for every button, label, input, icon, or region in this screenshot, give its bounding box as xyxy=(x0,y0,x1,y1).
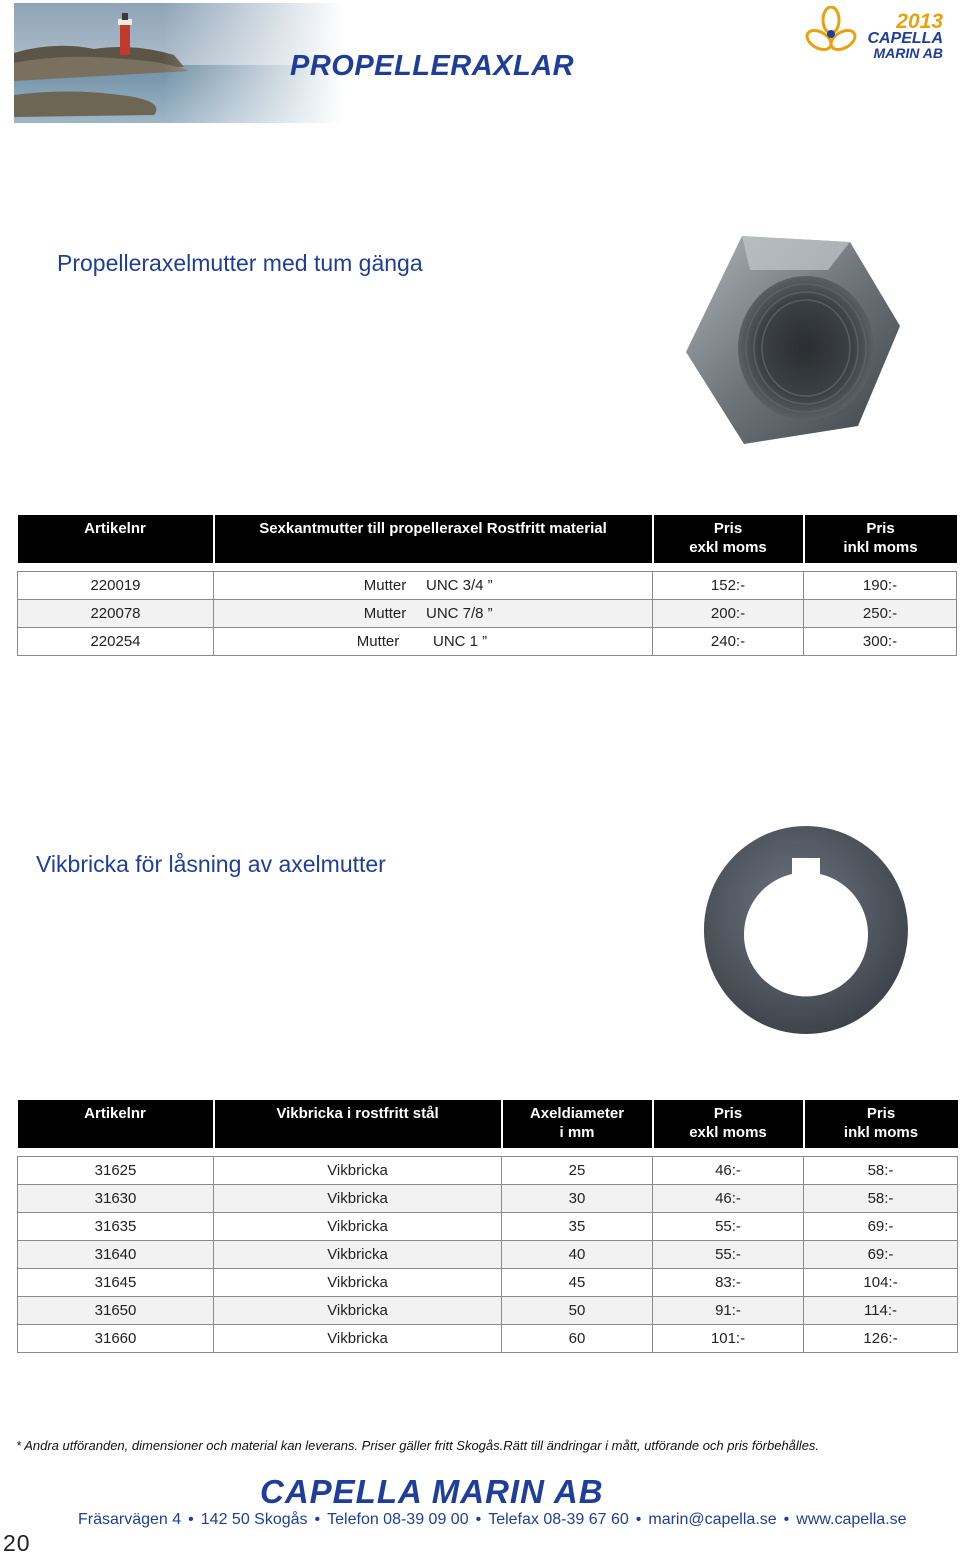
section-title-washer: Vikbricka för låsning av axelmutter xyxy=(36,851,386,877)
header-description: Vikbricka i rostfritt stål xyxy=(214,1100,502,1148)
cell-price-exkl: 200:- xyxy=(653,600,804,628)
table-row xyxy=(18,1241,958,1269)
header-axle-diameter: Axeldiameter i mm xyxy=(502,1100,653,1148)
cell-artnr: 220254 xyxy=(18,628,214,656)
cell-description: Vikbricka xyxy=(214,1185,502,1213)
hex-nut-image xyxy=(678,230,906,456)
cell-description: Vikbricka xyxy=(214,1241,502,1269)
cell-type: Mutter xyxy=(363,605,407,622)
logo-subname: MARIN AB xyxy=(873,45,943,61)
table-row xyxy=(18,1297,958,1325)
cell-price-exkl: 46:- xyxy=(653,1157,804,1185)
cell-size: UNC 7/8 ” xyxy=(426,605,493,622)
cell-axle-diameter: 50 xyxy=(502,1297,653,1325)
table-row xyxy=(18,1325,958,1353)
cell-size: UNC 3/4 ” xyxy=(426,577,493,594)
cell-price-inkl: 104:- xyxy=(804,1269,958,1297)
cell-artnr: 220019 xyxy=(18,572,214,600)
header-artikelnr: Artikelnr xyxy=(18,1100,214,1148)
header-description: Sexkantmutter till propelleraxel Rostfritt material xyxy=(214,515,653,563)
disclaimer-text: * Andra utföranden, dimensioner och material kan leverans. Priser gäller fritt Skogås.Rätt till ändringar i mått, utförande och pris förbehålles. xyxy=(16,1438,820,1453)
cell-axle-diameter: 40 xyxy=(502,1241,653,1269)
cell-type: Mutter xyxy=(363,577,407,594)
washer-price-table xyxy=(17,1100,958,1353)
cell-axle-diameter: 30 xyxy=(502,1185,653,1213)
cell-description xyxy=(214,572,653,600)
cell-artnr: 31635 xyxy=(18,1213,214,1241)
cell-artnr: 31630 xyxy=(18,1185,214,1213)
table-row xyxy=(18,1157,958,1185)
cell-size: UNC 1 ” xyxy=(433,633,488,650)
header-price-exkl: Pris exkl moms xyxy=(653,1100,804,1148)
cell-description: Vikbricka xyxy=(214,1325,502,1353)
cell-description: Vikbricka xyxy=(214,1213,502,1241)
cell-description xyxy=(214,628,653,656)
cell-price-inkl: 300:- xyxy=(804,628,957,656)
page-number: 20 xyxy=(3,1530,31,1556)
capella-logo xyxy=(805,6,955,61)
cell-artnr: 31650 xyxy=(18,1297,214,1325)
cell-price-inkl: 69:- xyxy=(804,1213,958,1241)
propeller-logo-icon xyxy=(805,6,857,58)
cell-price-exkl: 55:- xyxy=(653,1213,804,1241)
cell-price-exkl: 46:- xyxy=(653,1185,804,1213)
cell-axle-diameter: 60 xyxy=(502,1325,653,1353)
cell-description xyxy=(214,600,653,628)
logo-name: CAPELLA xyxy=(867,30,943,47)
cell-description: Vikbricka xyxy=(214,1157,502,1185)
cell-price-exkl: 83:- xyxy=(653,1269,804,1297)
table-row xyxy=(18,628,957,656)
cell-price-inkl: 250:- xyxy=(804,600,957,628)
table-row xyxy=(18,600,957,628)
cell-artnr: 31660 xyxy=(18,1325,214,1353)
tab-washer-image xyxy=(700,822,912,1036)
nut-price-table xyxy=(17,515,957,656)
cell-price-inkl: 58:- xyxy=(804,1185,958,1213)
footer-fax: Telefax 08-39 67 60 xyxy=(488,1511,629,1528)
cell-artnr: 31625 xyxy=(18,1157,214,1185)
table-row xyxy=(18,1269,958,1297)
cell-description: Vikbricka xyxy=(214,1297,502,1325)
cell-price-exkl: 91:- xyxy=(653,1297,804,1325)
cell-price-inkl: 190:- xyxy=(804,572,957,600)
footer-email[interactable]: marin@capella.se xyxy=(648,1511,777,1528)
cell-price-inkl: 58:- xyxy=(804,1157,958,1185)
cell-price-exkl: 152:- xyxy=(653,572,804,600)
table-row xyxy=(18,1185,958,1213)
section-title-nut: Propelleraxelmutter med tum gänga xyxy=(57,250,423,276)
cell-price-inkl: 69:- xyxy=(804,1241,958,1269)
cell-artnr: 31640 xyxy=(18,1241,214,1269)
cell-price-exkl: 55:- xyxy=(653,1241,804,1269)
cell-price-exkl: 240:- xyxy=(653,628,804,656)
footer-postal: 142 50 Skogås xyxy=(200,1511,308,1528)
footer-phone: Telefon 08-39 09 00 xyxy=(327,1511,469,1528)
cell-description: Vikbricka xyxy=(214,1269,502,1297)
cell-artnr: 220078 xyxy=(18,600,214,628)
footer-contact: Fräsarvägen 4 • 142 50 Skogås • Telefon 08-39 09 00 • Telefax 08-39 67 60 • marin@capella.se • www.capella.se xyxy=(78,1511,907,1528)
footer-brand: CAPELLA MARIN AB xyxy=(260,1473,604,1510)
logo-year: 2013 xyxy=(896,10,943,33)
footer-address: Fräsarvägen 4 xyxy=(78,1511,182,1528)
header-price-exkl: Pris exkl moms xyxy=(653,515,804,563)
table-header-row xyxy=(18,515,957,563)
page-title: PROPELLERAXLAR xyxy=(290,50,575,82)
footer-website[interactable]: www.capella.se xyxy=(796,1511,907,1528)
header-artikelnr: Artikelnr xyxy=(18,515,214,563)
cell-axle-diameter: 45 xyxy=(502,1269,653,1297)
cell-price-exkl: 101:- xyxy=(653,1325,804,1353)
header-price-inkl: Pris inkl moms xyxy=(804,515,957,563)
header-price-inkl: Pris inkl moms xyxy=(804,1100,958,1148)
cell-type: Mutter xyxy=(356,633,400,650)
cell-artnr: 31645 xyxy=(18,1269,214,1297)
table-row xyxy=(18,572,957,600)
table-row xyxy=(18,1213,958,1241)
cell-price-inkl: 126:- xyxy=(804,1325,958,1353)
cell-price-inkl: 114:- xyxy=(804,1297,958,1325)
cell-axle-diameter: 35 xyxy=(502,1213,653,1241)
table-header-row xyxy=(18,1100,958,1148)
cell-axle-diameter: 25 xyxy=(502,1157,653,1185)
